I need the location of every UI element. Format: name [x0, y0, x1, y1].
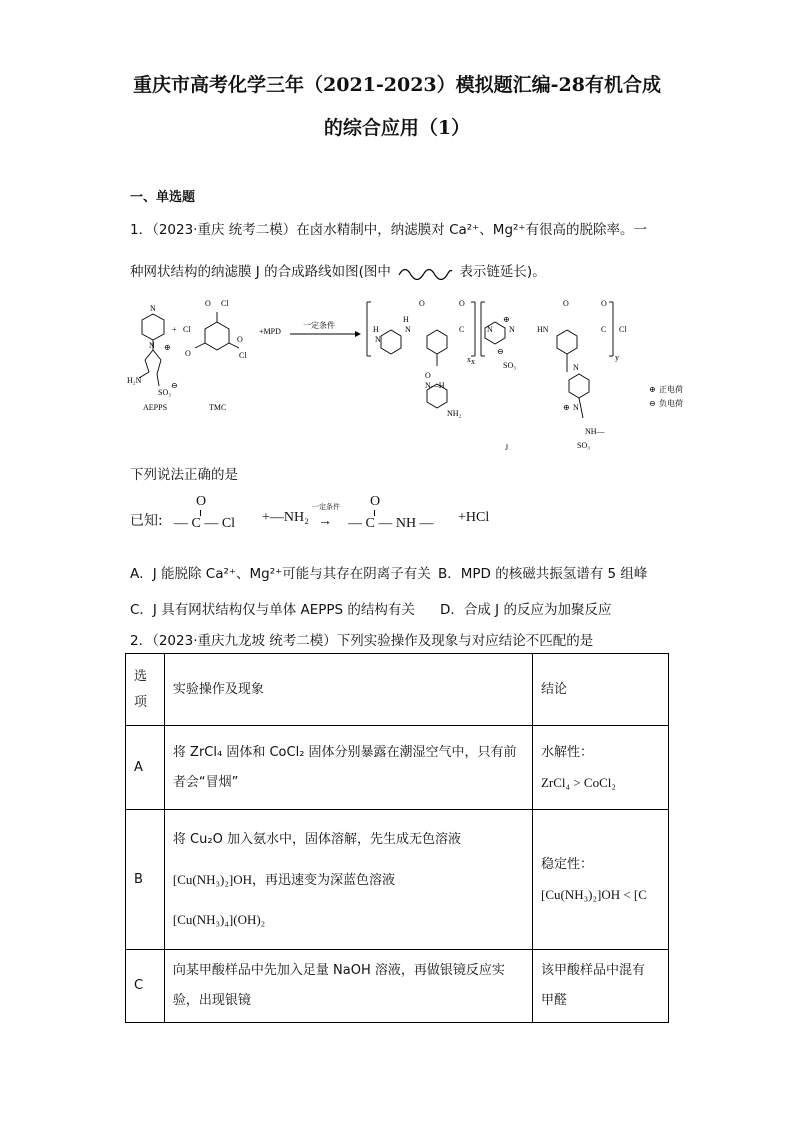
carbonyl-o-right: O — [370, 494, 381, 509]
table-row — [126, 810, 669, 950]
svg-text:H: H — [373, 325, 379, 334]
row-b-conclusion-line2: [Cu(NH₃)₂]OH < [C — [540, 886, 647, 902]
svg-text:⊖: ⊖ — [171, 381, 178, 390]
row-a-option: A — [126, 726, 165, 810]
svg-text:⊕: ⊕ — [503, 315, 510, 324]
doc-title-line2: 的综合应用（1） — [323, 117, 471, 139]
svg-text:H: H — [403, 315, 409, 324]
header-option-line2: 项 — [134, 694, 148, 710]
svg-text:Cl: Cl — [183, 325, 191, 334]
svg-text:NH₂: NH₂ — [447, 409, 462, 418]
svg-text:SO₃: SO₃ — [577, 441, 591, 450]
table-row — [126, 950, 669, 1023]
known-condition: 一定条件 — [312, 503, 340, 511]
svg-text:HN: HN — [537, 325, 549, 334]
svg-text:Cl: Cl — [221, 299, 229, 308]
svg-text:Cl: Cl — [239, 351, 247, 360]
svg-text:x: x — [471, 357, 475, 366]
svg-text:SO₃: SO₃ — [158, 388, 172, 397]
row-c-operation-line2: 验，出现银镜 — [172, 993, 251, 1008]
known-product: — C — NH — — [348, 516, 434, 531]
svg-text:N: N — [375, 335, 381, 344]
q1-statement: 下列说法正确的是 — [130, 467, 238, 483]
known-reaction — [130, 494, 670, 546]
row-a-conclusion — [532, 726, 668, 810]
row-b-conclusion-line1: 稳定性： — [540, 856, 593, 872]
q1-stem-line2-b: 表示链延长)。 — [459, 264, 546, 280]
svg-text:⊖: ⊖ — [649, 399, 656, 408]
tmc-label: TMC — [209, 403, 227, 412]
row-c-operation-line1: 向某甲酸样品中先加入足量 NaOH 溶液，再做银镜反应实 — [172, 963, 505, 978]
known-reagent: +—NH₂ — [262, 510, 309, 525]
row-b-operation-line2: [Cu(NH₃)₂]OH，再迅速变为深蓝色溶液 — [172, 871, 396, 887]
svg-text:N: N — [573, 403, 579, 412]
aepps-label: AEPPS — [143, 403, 168, 412]
synthesis-scheme — [125, 292, 685, 452]
row-a-operation-line2: 者会“冒烟” — [172, 774, 239, 790]
svg-text:O: O — [425, 371, 431, 380]
row-b-operation-line3: [Cu(NH₃)₄](OH)₂ — [172, 911, 266, 927]
subscript-x: x — [467, 355, 471, 364]
svg-text:O: O — [419, 299, 425, 308]
svg-text:Cl: Cl — [619, 325, 627, 334]
svg-text:⊕: ⊕ — [649, 385, 656, 394]
svg-text:N—H: N—H — [425, 381, 445, 390]
table-header-row — [126, 654, 669, 726]
doc-title-line1: 重庆市高考化学三年（2021-2023）模拟题汇编-28有机合成 — [133, 74, 661, 96]
legend-negative: 负电荷 — [659, 399, 683, 408]
svg-text:O: O — [563, 299, 569, 308]
condition-label: 一定条件 — [303, 321, 335, 330]
svg-text:N: N — [487, 325, 493, 334]
row-b-option: B — [126, 810, 165, 950]
q2-stem: 2．（2023·重庆九龙坡 统考二模）下列实验操作及现象与对应结论不匹配的是 — [130, 633, 594, 649]
svg-text:C: C — [601, 325, 607, 334]
row-b-conclusion — [532, 810, 668, 950]
row-c-operation — [164, 950, 532, 1023]
row-a-conclusion-line2: ZrCl₄ > CoCl₂ — [540, 774, 616, 790]
q2-table — [125, 653, 669, 1023]
option-a: A．J 能脱除 Ca²⁺、Mg²⁺可能与其存在阴离子有关 — [130, 566, 431, 582]
svg-text:⊕: ⊕ — [164, 343, 171, 352]
svg-text:O: O — [237, 335, 243, 344]
row-b-operation-line1: 将 Cu₂O 加入氨水中，固体溶解，先生成无色溶液 — [172, 831, 461, 847]
known-label: 已知: — [130, 513, 163, 529]
svg-text:H₂N: H₂N — [127, 376, 142, 385]
row-c-conclusion-line1: 该甲酸样品中混有 — [540, 963, 645, 978]
svg-text:⊖: ⊖ — [497, 347, 504, 356]
option-d: D．合成 J 的反应为加聚反应 — [440, 602, 612, 618]
svg-text:⊕: ⊕ — [563, 403, 570, 412]
row-a-operation-line1: 将 ZrCl₄ 固体和 CoCl₂ 固体分别暴露在潮湿空气中，只有前 — [172, 744, 517, 760]
q1-stem-line1: 1．（2023·重庆 统考二模）在卤水精制中，纳滤膜对 Ca²⁺、Mg²⁺有很高的脱除率。一 — [130, 222, 648, 238]
header-option — [126, 654, 165, 726]
svg-text:O: O — [185, 349, 191, 358]
svg-text:N: N — [509, 325, 515, 334]
svg-text:+: + — [172, 325, 177, 334]
svg-text:O: O — [601, 299, 607, 308]
wavy-chain-icon — [397, 264, 453, 280]
svg-text:N: N — [573, 363, 579, 372]
svg-text:NH—: NH— — [585, 427, 605, 436]
svg-text:SO₃: SO₃ — [503, 361, 517, 370]
known-arrow: → — [318, 514, 332, 529]
svg-text:O: O — [205, 299, 211, 308]
q1-stem-line2-a: 种网状结构的纳滤膜 J 的合成路线如图(图中 — [130, 264, 391, 280]
tmc-structure — [195, 312, 239, 350]
row-c-option: C — [126, 950, 165, 1023]
row-b-operation — [164, 810, 532, 950]
svg-text:N: N — [405, 325, 411, 334]
header-conclusion: 结论 — [532, 654, 668, 726]
svg-text:N: N — [149, 341, 155, 350]
q1-stem-line2 — [130, 260, 546, 280]
known-byproduct: +HCl — [458, 510, 490, 525]
carbonyl-o-left: O — [196, 494, 207, 509]
legend-positive: 正电荷 — [659, 385, 683, 394]
mpd-label: +MPD — [259, 327, 281, 336]
option-c: C．J 具有网状结构仅与单体 AEPPS 的结构有关 — [130, 602, 415, 618]
section-heading: 一、单选题 — [130, 190, 196, 205]
row-c-conclusion-line2: 甲醛 — [540, 993, 567, 1008]
svg-text:O: O — [459, 299, 465, 308]
table-row — [126, 726, 669, 810]
row-c-conclusion — [532, 950, 668, 1023]
svg-text:C: C — [459, 325, 465, 334]
header-option-line1: 选 — [134, 668, 148, 684]
subscript-y: y — [615, 353, 619, 362]
header-operation: 实验操作及现象 — [164, 654, 532, 726]
row-a-operation — [164, 726, 532, 810]
known-reactant: — C — Cl — [174, 516, 236, 531]
aepps-structure — [139, 314, 164, 386]
svg-text:N: N — [150, 304, 156, 313]
j-label: J — [505, 443, 509, 452]
option-b: B．MPD 的核磁共振氢谱有 5 组峰 — [438, 566, 648, 582]
row-a-conclusion-line1: 水解性： — [540, 744, 593, 760]
